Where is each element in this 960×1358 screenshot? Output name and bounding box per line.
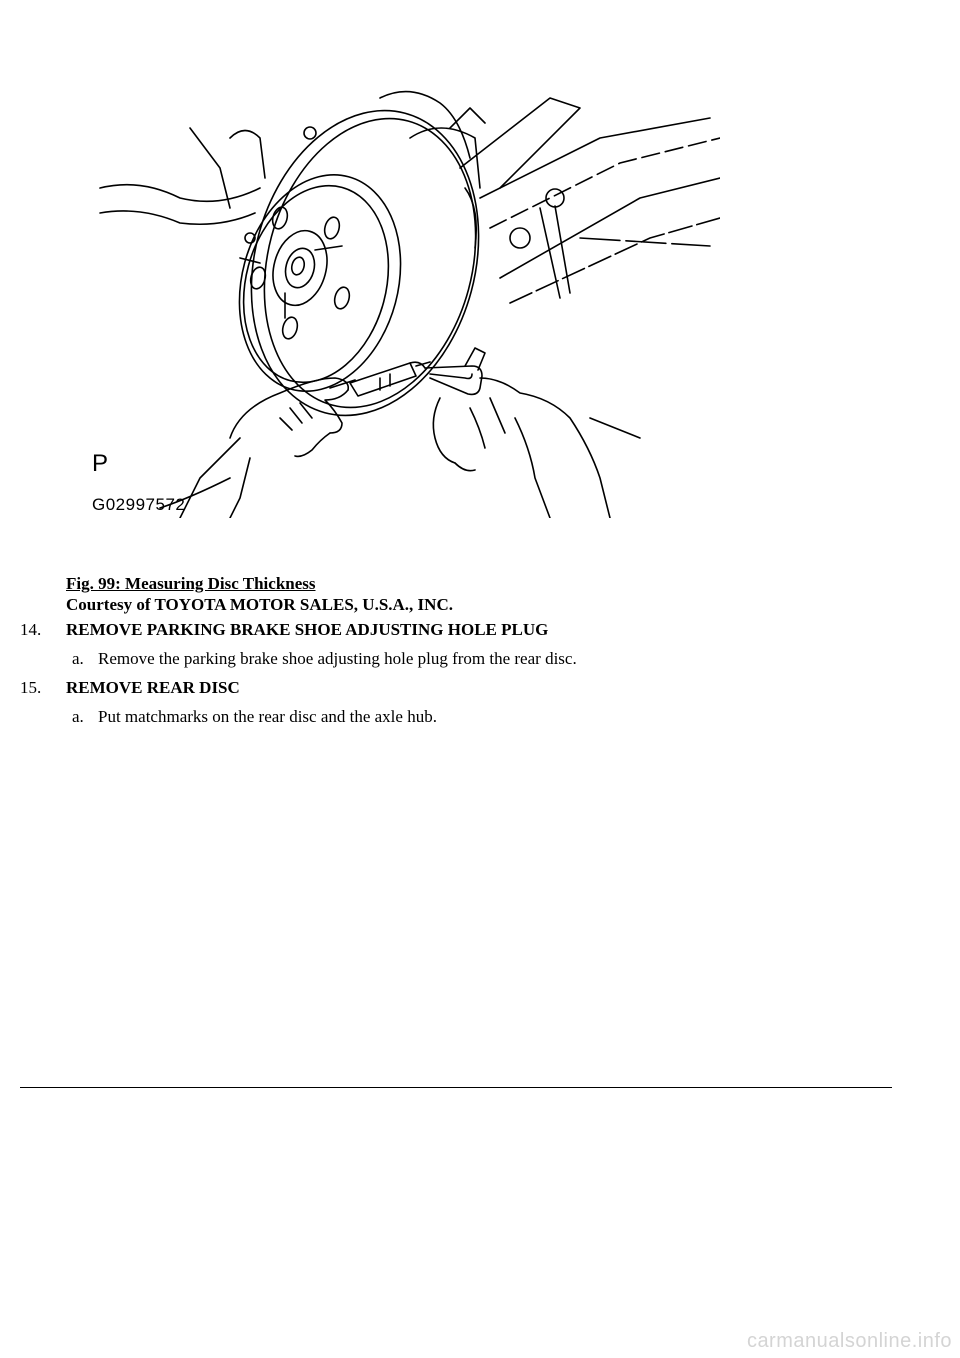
caption-title: Fig. 99: Measuring Disc Thickness bbox=[66, 574, 316, 593]
step-14-substep-a bbox=[72, 648, 577, 669]
step-14 bbox=[20, 619, 548, 640]
step-15 bbox=[20, 677, 240, 698]
figure-code: G02997572 bbox=[92, 495, 186, 514]
step-15-substep-a bbox=[72, 706, 437, 727]
step-number: 15. bbox=[20, 678, 42, 697]
step-heading: REMOVE REAR DISC bbox=[66, 678, 240, 697]
step-number: 14. bbox=[20, 620, 42, 639]
step-heading: REMOVE PARKING BRAKE SHOE ADJUSTING HOLE PLUG bbox=[66, 620, 549, 639]
substep-text: Remove the parking brake shoe adjusting hole plug from the rear disc. bbox=[98, 649, 577, 668]
caption-credit: Courtesy of TOYOTA MOTOR SALES, U.S.A., INC. bbox=[66, 595, 453, 614]
site-watermark: carmanualsonline.info bbox=[746, 1330, 952, 1352]
figure-letter: P bbox=[92, 450, 109, 477]
page-divider bbox=[20, 1087, 892, 1088]
figure-caption bbox=[66, 573, 453, 615]
disc-measurement-illustration bbox=[80, 78, 720, 518]
substep-letter: a. bbox=[72, 707, 84, 726]
substep-text: Put matchmarks on the rear disc and the axle hub. bbox=[98, 707, 437, 726]
substep-letter: a. bbox=[72, 649, 84, 668]
